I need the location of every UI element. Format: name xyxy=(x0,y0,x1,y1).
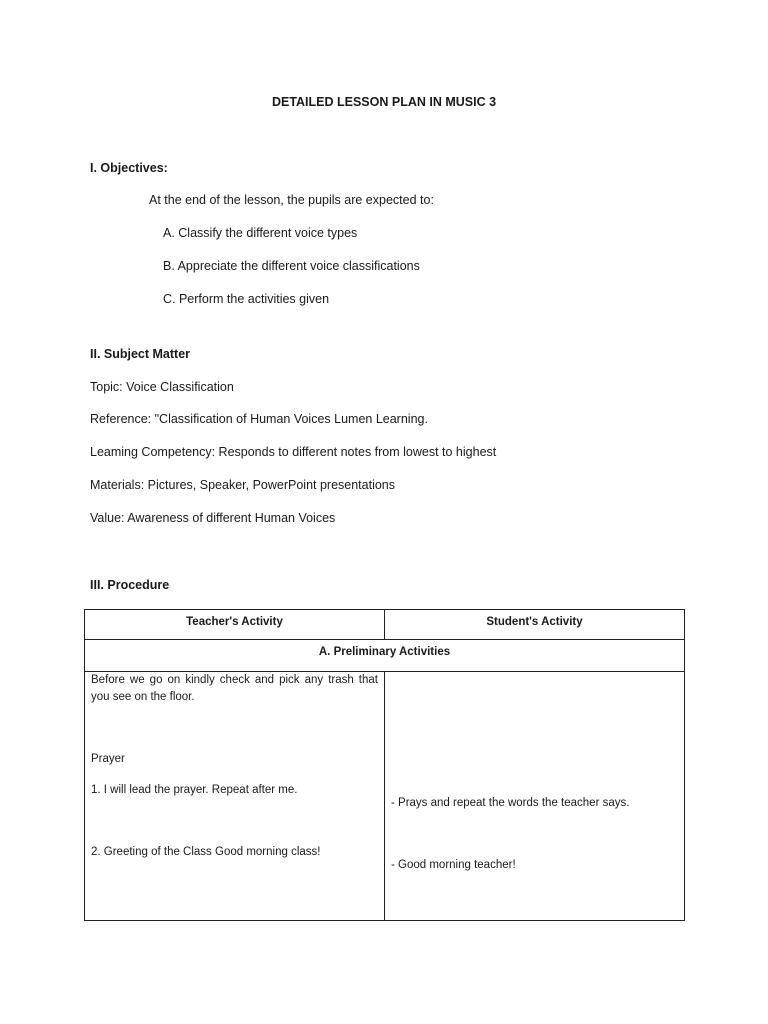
objectives-heading: I. Objectives: xyxy=(90,161,168,175)
table-row xyxy=(85,672,685,921)
competency-line: Leaming Competency: Responds to different notes from lowest to highest xyxy=(90,445,497,459)
value-line: Value: Awareness of different Human Voices xyxy=(90,511,336,525)
greeting-text: 2. Greeting of the Class Good morning class! xyxy=(91,846,321,858)
preliminary-activities-header: A. Preliminary Activities xyxy=(85,640,685,672)
student-greeting-text: - Good morning teacher! xyxy=(391,859,516,871)
topic-line: Topic: Voice Classification xyxy=(90,380,234,394)
reference-line: Reference: "Classification of Human Voices Lumen Learning. xyxy=(90,412,428,426)
student-prays-text: - Prays and repeat the words the teacher says. xyxy=(391,797,630,809)
teacher-activity-cell xyxy=(85,672,385,921)
lead-prayer-text: 1. I will lead the prayer. Repeat after me. xyxy=(91,784,298,796)
section-row xyxy=(85,640,685,672)
trash-instruction: Before we go on kindly check and pick any trash that you see on the floor. xyxy=(91,674,378,703)
prayer-label: Prayer xyxy=(91,753,125,765)
student-activity-cell xyxy=(385,672,685,921)
materials-line: Materials: Pictures, Speaker, PowerPoint presentations xyxy=(90,478,396,492)
student-activity-header: Student's Activity xyxy=(385,610,685,640)
subject-matter-heading: II. Subject Matter xyxy=(90,347,191,361)
procedure-table xyxy=(84,609,685,921)
objective-item: A. Classify the different voice types xyxy=(163,226,358,240)
objectives-intro: At the end of the lesson, the pupils are expected to: xyxy=(149,193,434,207)
objective-item: C. Perform the activities given xyxy=(163,292,330,306)
procedure-heading: III. Procedure xyxy=(90,578,170,592)
teacher-activity-header: Teacher's Activity xyxy=(85,610,385,640)
objective-item: B. Appreciate the different voice classifications xyxy=(163,259,420,273)
document-title: DETAILED LESSON PLAN IN MUSIC 3 xyxy=(271,95,497,109)
table-header-row xyxy=(85,610,685,640)
